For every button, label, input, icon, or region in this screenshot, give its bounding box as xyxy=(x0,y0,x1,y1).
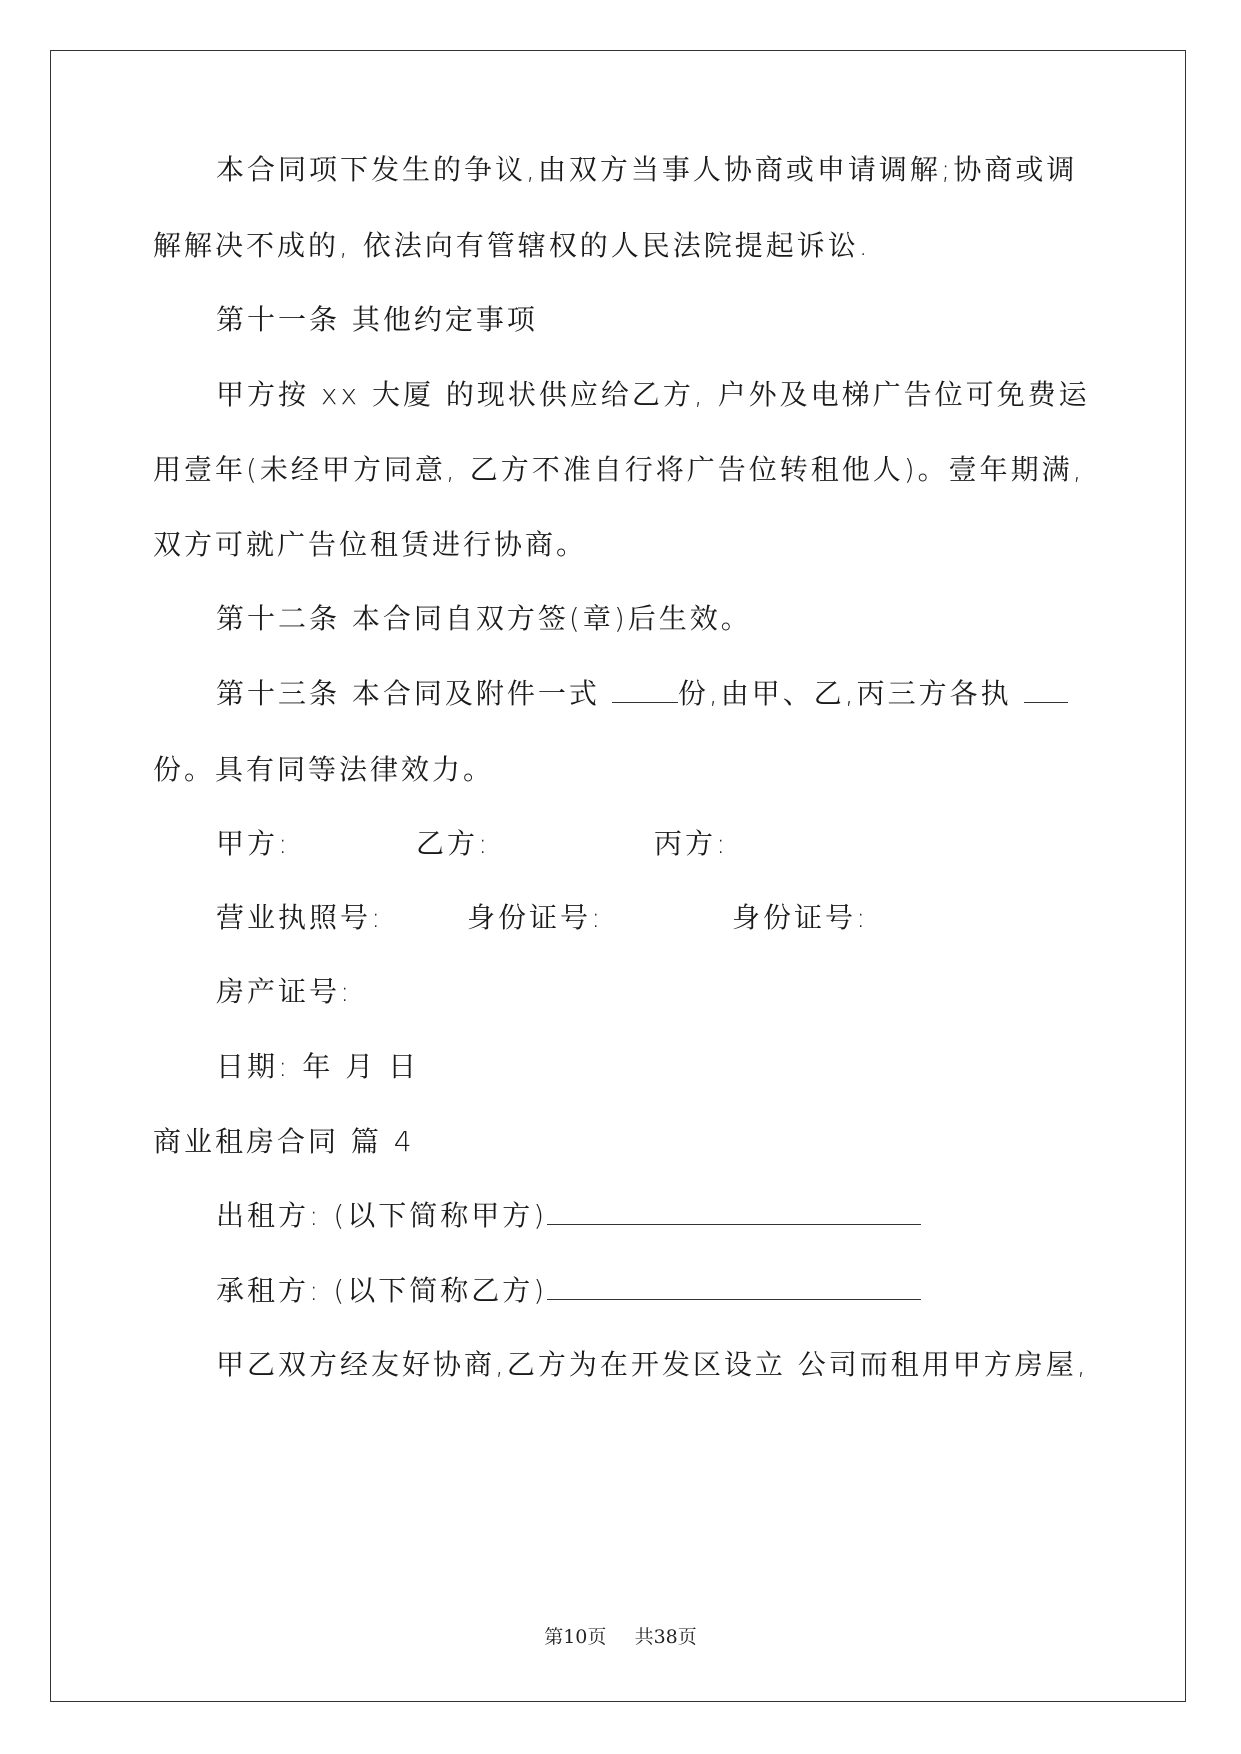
article-13-line2: 份。具有同等法律效力。 xyxy=(153,753,495,786)
paragraph-advertising-line2: 用壹年(未经甲方同意, 乙方不准自行将广告位转租他人)。壹年期满, xyxy=(153,453,1085,486)
copies-each-blank xyxy=(1024,676,1068,703)
article-12: 第十二条 本合同自双方签(章)后生效。 xyxy=(216,602,752,635)
article-13-text-b: 份,由甲、乙,丙三方各执 xyxy=(677,677,1024,710)
id-number-b-label: 身份证号: xyxy=(467,901,604,934)
lessee-line xyxy=(216,1273,921,1309)
page-border xyxy=(50,50,1186,1702)
property-cert-label: 房产证号: xyxy=(216,975,353,1008)
section-heading: 商业租房合同 篇 4 xyxy=(153,1125,415,1158)
business-license-label: 营业执照号: xyxy=(216,901,384,934)
copies-blank xyxy=(612,676,678,703)
lessee-blank xyxy=(547,1273,921,1300)
id-number-c-label: 身份证号: xyxy=(732,901,869,934)
article-11-heading: 第十一条 其他约定事项 xyxy=(216,303,538,336)
paragraph-advertising-line3: 双方可就广告位租赁进行协商。 xyxy=(153,528,588,561)
lessee-label: 承租方: (以下简称乙方) xyxy=(216,1274,548,1307)
article-13-text-a: 第十三条 本合同及附件一式 xyxy=(216,677,612,710)
party-c-label: 丙方: xyxy=(654,827,729,860)
lessor-label: 出租方: (以下简称甲方) xyxy=(216,1199,548,1232)
page-footer xyxy=(0,1622,1241,1649)
lessor-line xyxy=(216,1198,921,1234)
paragraph-advertising-line1: 甲方按 xx 大厦 的现状供应给乙方, 户外及电梯广告位可免费运 xyxy=(216,378,1090,411)
date-line: 日期: 年 月 日 xyxy=(216,1050,420,1083)
paragraph-dispute-line1: 本合同项下发生的争议,由双方当事人协商或申请调解;协商或调 xyxy=(216,153,1078,186)
paragraph-dispute-line2: 解解决不成的, 依法向有管辖权的人民法院提起诉讼. xyxy=(153,229,871,262)
party-b-label: 乙方: xyxy=(416,827,491,860)
article-13-line1 xyxy=(216,676,1068,712)
lessor-blank xyxy=(547,1198,921,1225)
page-number: 第10页 xyxy=(544,1626,607,1648)
party-a-label: 甲方: xyxy=(216,827,291,860)
total-pages: 共38页 xyxy=(634,1626,697,1648)
paragraph-intro-line1: 甲乙双方经友好协商,乙方为在开发区设立 公司而租用甲方房屋, xyxy=(216,1348,1089,1381)
